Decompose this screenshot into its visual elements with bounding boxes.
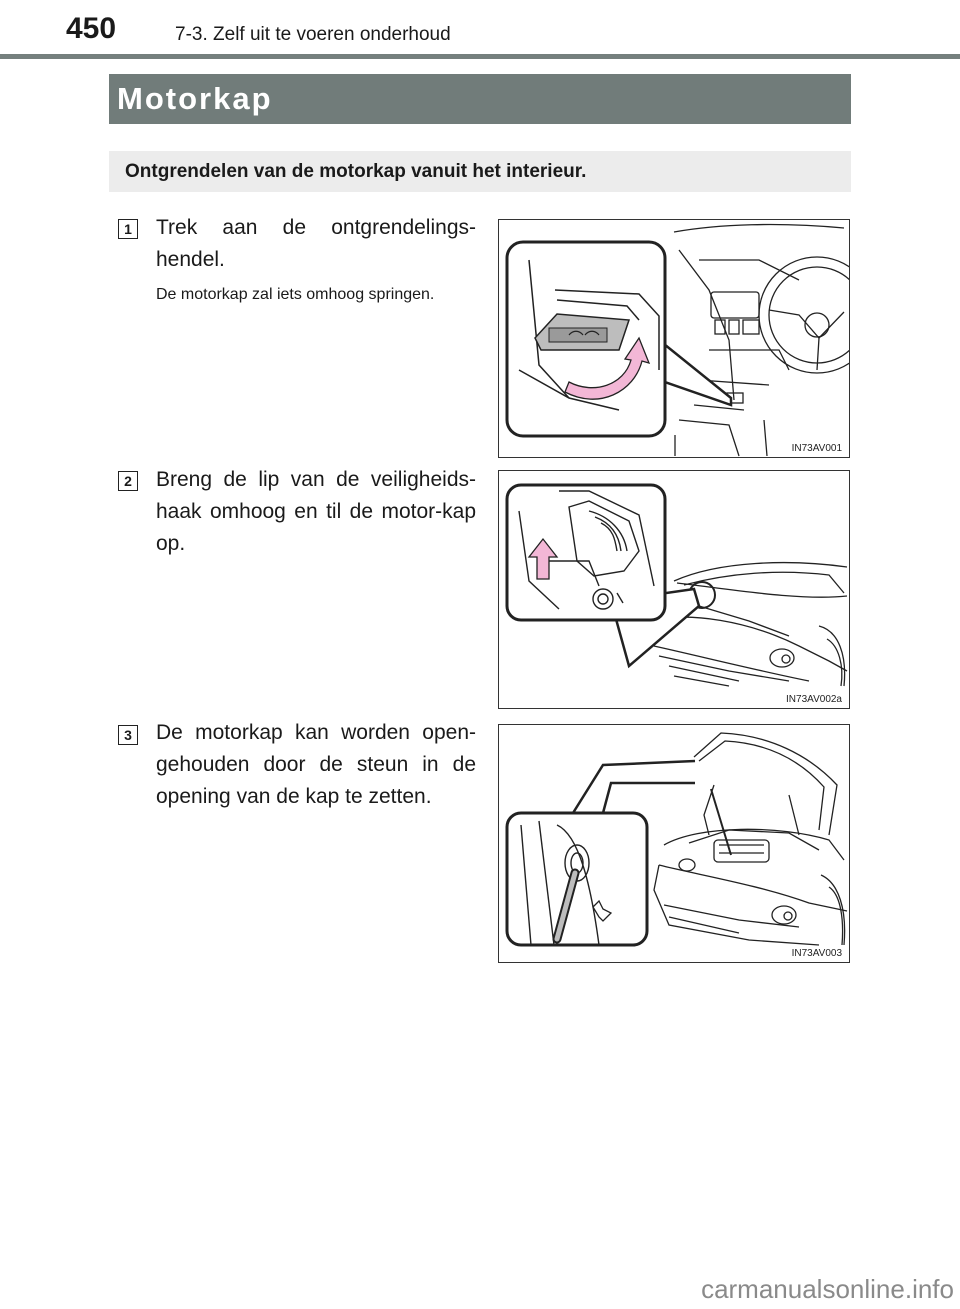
safety-catch-illustration [499,471,849,708]
support-rod-illustration [499,725,849,962]
subtitle-bar [109,151,851,192]
step-2-number: 2 [118,471,138,491]
figure-2-code: IN73AV002a [786,694,842,705]
figure-1-code: IN73AV001 [791,443,842,454]
page-title [109,74,851,124]
step-3-text: De motorkap kan worden open-gehouden door de steun in de opening van de kap te zetten. [156,721,476,808]
page-number: 450 [66,12,117,45]
header-rule [0,54,960,59]
step-3-number: 3 [118,725,138,745]
page-title-text: Motorkap [117,81,273,116]
subtitle-text: Ontgrendelen van de motorkap vanuit het interieur. [125,160,587,182]
step-2-text: Breng de lip van de veiligheids-haak omhoog en til de motor-kap op. [156,468,476,555]
figure-hood-support-rod [498,724,850,963]
figure-safety-catch [498,470,850,709]
step-1-note: De motorkap zal iets omhoog springen. [156,286,435,303]
hood-release-illustration [499,220,849,457]
figure-hood-release-lever [498,219,850,458]
step-1-text: Trek aan de ontgrendelings-hendel. [156,216,476,271]
step-1-number: 1 [118,219,138,239]
section-title: 7-3. Zelf uit te voeren onderhoud [175,24,451,45]
figure-3-code: IN73AV003 [791,948,842,959]
watermark: carmanualsonline.info [701,1274,954,1304]
